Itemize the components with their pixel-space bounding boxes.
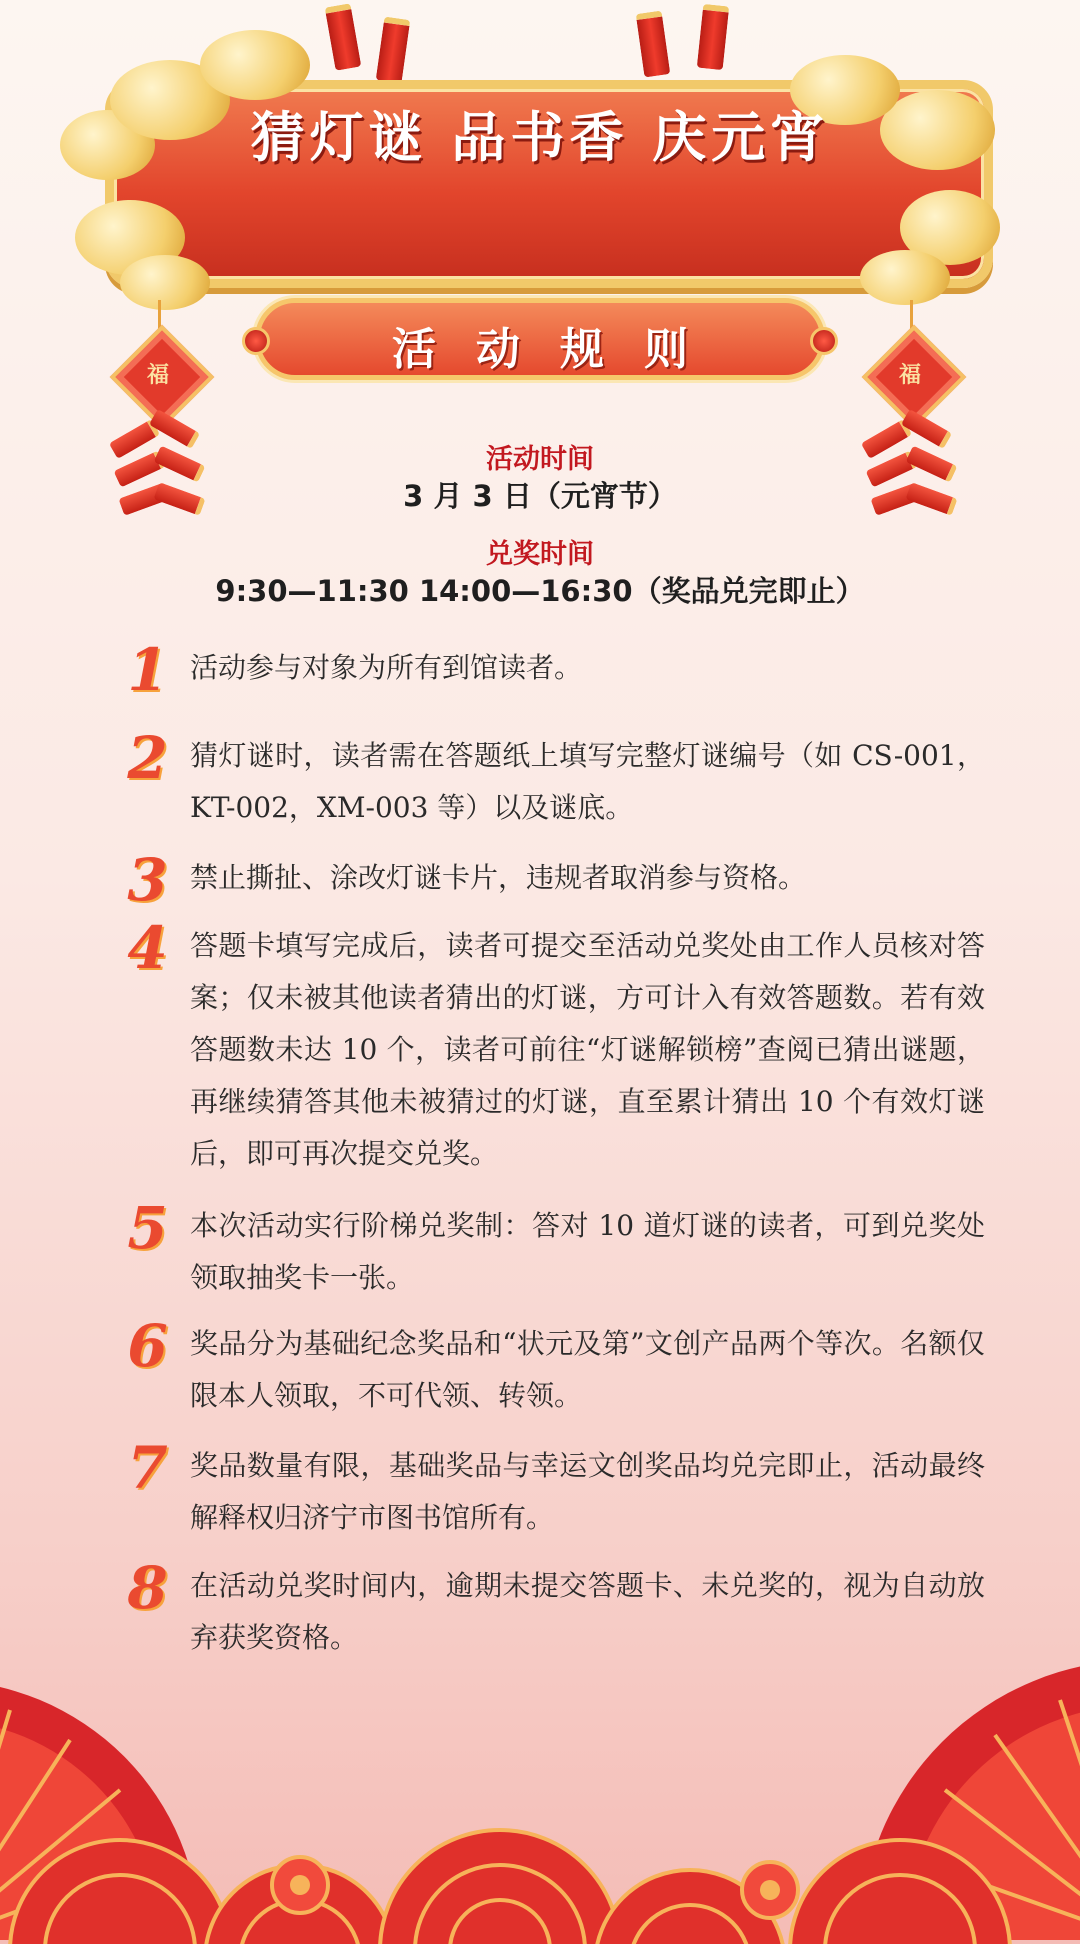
rule-text: 答题卡填写完成后，读者可提交至活动兑奖处由工作人员核对答案；仅未被其他读者猜出的灯谜，方可计入有效答题数。若有效答题数未达 10 个，读者可前往“灯谜解锁榜”查阅已猜出谜题，再继续猜答其他未被猜过的灯谜，直至累计猜出 10 个有效灯谜后，即可再次提交兑奖。 — [190, 929, 985, 1170]
cloud-icon — [860, 250, 950, 305]
rule-number: 8 — [127, 1554, 168, 1622]
fu-charm-text: 福 — [146, 363, 169, 388]
rule-text: 奖品分为基础纪念奖品和“状元及第”文创产品两个等次。名额仅限本人领取，不可代领、转领。 — [190, 1327, 985, 1412]
rule-number: 7 — [127, 1434, 168, 1502]
fu-charm-text: 福 — [898, 363, 921, 388]
redeem-time-label: 兑奖时间 — [486, 539, 594, 570]
rule-text: 奖品数量有限，基础奖品与幸运文创奖品均兑完即止，活动最终解释权归济宁市图书馆所有。 — [190, 1449, 985, 1534]
firecracker-icon — [636, 11, 671, 78]
cloud-icon — [120, 255, 210, 310]
rules-heading: 活动规则 — [392, 324, 728, 375]
event-time-block — [0, 443, 1080, 515]
bottom-decoration — [0, 1620, 1080, 1944]
rule-number: 1 — [127, 636, 168, 704]
rule-text: 本次活动实行阶梯兑奖制：答对 10 道灯谜的读者，可到兑奖处领取抽奖卡一张。 — [190, 1209, 985, 1294]
banner-title: 猜灯谜 品书香 庆元宵 — [250, 106, 830, 169]
rule-text: 禁止撕扯、涂改灯谜卡片，违规者取消参与资格。 — [190, 861, 807, 894]
event-time-value: 3 月 3 日（元宵节） — [403, 479, 677, 513]
rule-number: 3 — [127, 846, 168, 914]
firecracker-icon — [325, 3, 362, 71]
redeem-time-block — [0, 538, 1080, 610]
firecracker-icon — [697, 4, 730, 70]
event-time-label: 活动时间 — [486, 444, 594, 475]
rule-text: 在活动兑奖时间内，逾期未提交答题卡、未兑奖的，视为自动放弃获奖资格。 — [190, 1569, 985, 1654]
rule-number: 5 — [127, 1194, 168, 1262]
rule-number: 6 — [127, 1312, 168, 1380]
rule-text: 猜灯谜时，读者需在答题纸上填写完整灯谜编号（如 CS-001，KT-002，XM-003 等）以及谜底。 — [190, 739, 985, 824]
firecracker-icon — [376, 17, 411, 84]
rules-heading-plaque — [255, 298, 825, 380]
rule-text: 活动参与对象为所有到馆读者。 — [190, 651, 583, 684]
rule-number: 2 — [127, 724, 168, 792]
redeem-time-value: 9:30—11:30 14:00—16:30（奖品兑完即止） — [215, 574, 865, 608]
rule-number: 4 — [127, 914, 168, 982]
cloud-icon — [200, 30, 310, 100]
